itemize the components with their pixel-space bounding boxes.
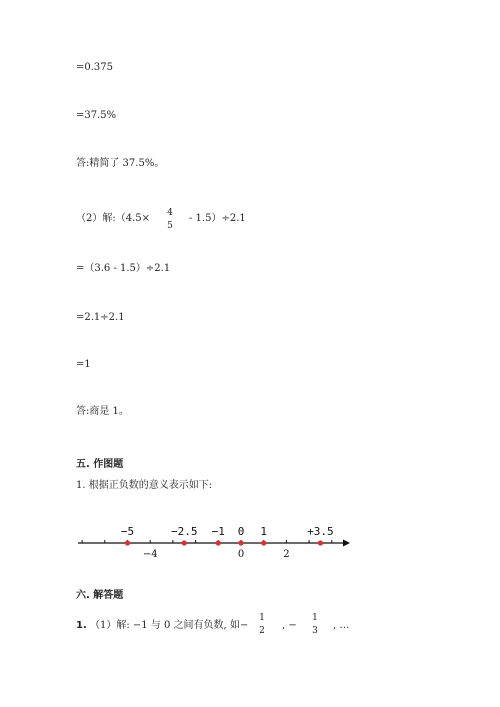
fraction-one-third: [309, 613, 321, 636]
fraction-denominator: 5: [167, 221, 173, 231]
section-5-question-1: 1. 根据正负数的意义表示如下:: [76, 480, 213, 491]
equation-line-7: =1: [76, 359, 91, 370]
axis-arrow: [343, 540, 350, 547]
point-label: 0: [237, 525, 245, 538]
section-6-title: 六. 解答题: [76, 590, 124, 601]
point-label: −1: [211, 525, 225, 538]
problem-2-prefix: （2）解:（4.5×: [76, 213, 151, 224]
number-line: [74, 518, 354, 568]
axis-value-label: 2: [283, 549, 290, 560]
equation-line-6: =2.1÷2.1: [76, 312, 125, 323]
point-marker: [261, 540, 266, 545]
fraction-one-half: [256, 613, 268, 636]
point-label: −5: [120, 525, 135, 538]
fraction-denominator: 2: [259, 626, 265, 636]
point-marker: [182, 540, 187, 545]
point-marker: [318, 540, 323, 545]
point-label: 1: [260, 525, 268, 538]
fraction-numerator: 1: [259, 613, 265, 623]
problem-2-suffix: - 1.5）÷2.1: [189, 213, 246, 224]
problem-2-line: [76, 212, 150, 226]
fraction-denominator: 3: [312, 626, 318, 636]
point-marker: [238, 540, 243, 545]
question-number: 1.: [76, 620, 87, 631]
point-marker: [125, 540, 130, 545]
equation-line-5: =（3.6 - 1.5）÷2.1: [76, 263, 171, 274]
equation-line-2: =37.5%: [76, 110, 117, 121]
equation-line-1: =0.375: [76, 62, 114, 73]
axis-value-label: −4: [142, 549, 158, 560]
separator-1: , −: [282, 620, 297, 631]
fraction-four-fifths: [164, 208, 176, 231]
answer-line-2: 答:商是 1。: [76, 406, 129, 417]
axis-value-label: 0: [237, 549, 245, 560]
section-5-title: 五. 作图题: [76, 459, 124, 470]
answer-line-1: 答:精简了 37.5%。: [76, 158, 165, 169]
fraction-numerator: 4: [167, 208, 173, 218]
question-text: （1）解: −1 与 0 之间有负数, 如−: [89, 620, 249, 631]
point-marker: [216, 540, 221, 545]
point-label: +3.5: [307, 525, 334, 538]
point-label: −2.5: [171, 525, 198, 538]
fraction-numerator: 1: [312, 613, 318, 623]
section-6-question-1: [76, 619, 248, 633]
sequence-tail: , …: [333, 620, 350, 631]
